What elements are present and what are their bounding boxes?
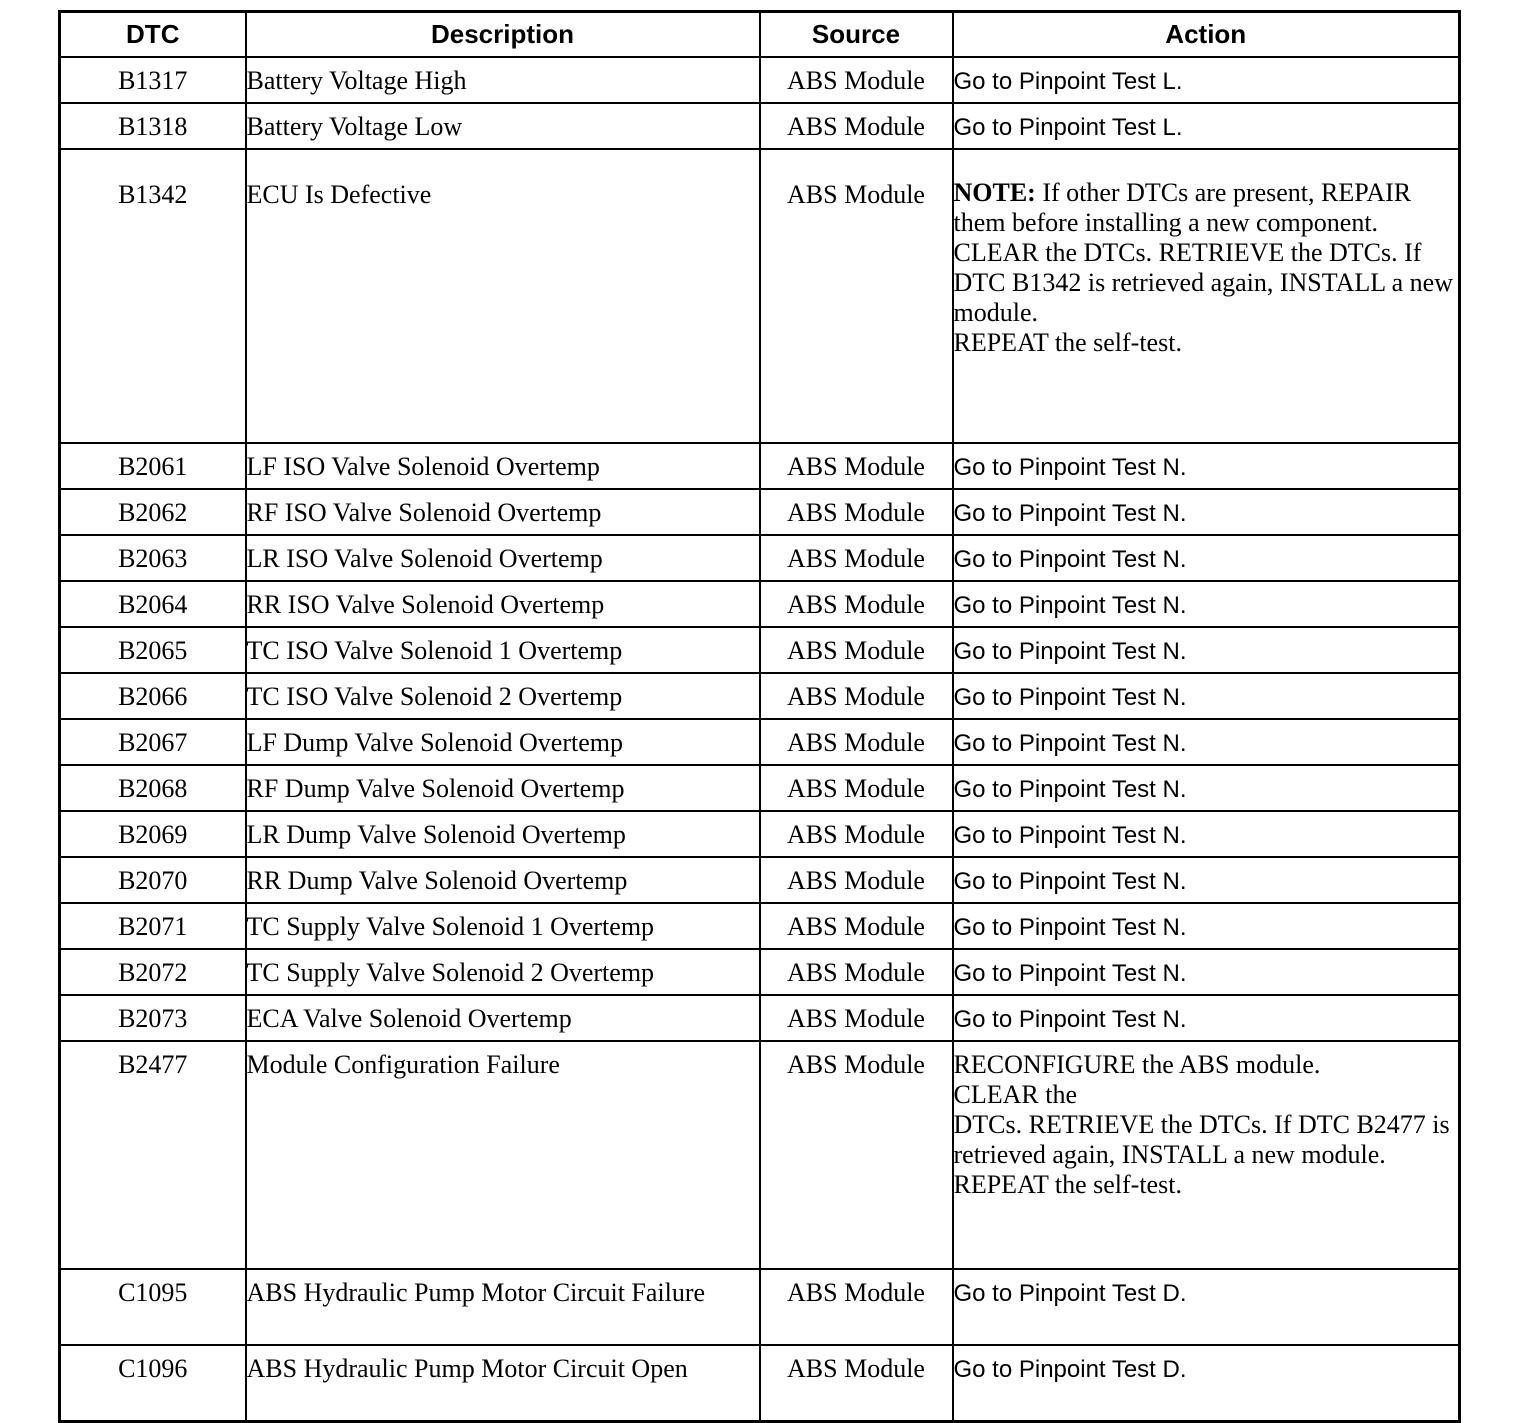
- table-row: [60, 1345, 1460, 1422]
- action-text: Go to Pinpoint Test N.: [953, 822, 1187, 849]
- dtc-action: [953, 149, 1460, 443]
- action-text: Go to Pinpoint Test N.: [953, 1006, 1187, 1033]
- dtc-description: LF Dump Valve Solenoid Overtemp: [246, 719, 760, 765]
- header-action: Action: [953, 12, 1460, 58]
- dtc-source: ABS Module: [760, 857, 953, 903]
- note-label: NOTE:: [953, 178, 1036, 207]
- dtc-action: [953, 581, 1460, 627]
- dtc-action: [953, 719, 1460, 765]
- action-text: Go to Pinpoint Test N.: [953, 960, 1187, 987]
- dtc-source: ABS Module: [760, 581, 953, 627]
- action-text: Go to Pinpoint Test N.: [953, 592, 1187, 619]
- dtc-source: ABS Module: [760, 443, 953, 489]
- table-row: [60, 857, 1460, 903]
- dtc-code: B2072: [60, 949, 246, 995]
- dtc-action: [953, 443, 1460, 489]
- table-row: [60, 811, 1460, 857]
- table-row: [60, 149, 1460, 443]
- note-line: [954, 178, 1459, 238]
- dtc-action: [953, 949, 1460, 995]
- dtc-source: ABS Module: [760, 811, 953, 857]
- dtc-source: ABS Module: [760, 57, 953, 103]
- dtc-action: [953, 57, 1460, 103]
- dtc-source: ABS Module: [760, 673, 953, 719]
- dtc-code: B2066: [60, 673, 246, 719]
- dtc-source: ABS Module: [760, 103, 953, 149]
- dtc-source: ABS Module: [760, 949, 953, 995]
- dtc-source: ABS Module: [760, 149, 953, 443]
- dtc-description: ECA Valve Solenoid Overtemp: [246, 995, 760, 1041]
- dtc-code: B2062: [60, 489, 246, 535]
- dtc-description: ECU Is Defective: [246, 149, 760, 443]
- action-text: Go to Pinpoint Test D.: [953, 1280, 1187, 1307]
- dtc-code: B1317: [60, 57, 246, 103]
- dtc-description: Module Configuration Failure: [246, 1041, 760, 1269]
- dtc-code: B2073: [60, 995, 246, 1041]
- dtc-source: ABS Module: [760, 903, 953, 949]
- table-row: [60, 103, 1460, 149]
- dtc-source: ABS Module: [760, 1269, 953, 1345]
- table-row: [60, 719, 1460, 765]
- dtc-source: ABS Module: [760, 1041, 953, 1269]
- table-row: [60, 1269, 1460, 1345]
- table-row: [60, 627, 1460, 673]
- table-row: [60, 581, 1460, 627]
- dtc-action: [953, 627, 1460, 673]
- dtc-action: [953, 673, 1460, 719]
- dtc-description: RF ISO Valve Solenoid Overtemp: [246, 489, 760, 535]
- header-source: Source: [760, 12, 953, 58]
- dtc-action: [953, 995, 1460, 1041]
- action-text: Go to Pinpoint Test N.: [953, 730, 1187, 757]
- dtc-description: ABS Hydraulic Pump Motor Circuit Open: [246, 1345, 760, 1422]
- dtc-code: B2065: [60, 627, 246, 673]
- dtc-action: [953, 489, 1460, 535]
- dtc-source: ABS Module: [760, 1345, 953, 1422]
- dtc-description: TC Supply Valve Solenoid 2 Overtemp: [246, 949, 760, 995]
- dtc-code: B2071: [60, 903, 246, 949]
- dtc-code: B2069: [60, 811, 246, 857]
- dtc-description: TC Supply Valve Solenoid 1 Overtemp: [246, 903, 760, 949]
- action-line: If other DTCs are present, REPAIR them before installing a new component.: [953, 178, 1412, 237]
- dtc-code: B2064: [60, 581, 246, 627]
- action-text: Go to Pinpoint Test L.: [953, 68, 1183, 95]
- table-row: [60, 765, 1460, 811]
- dtc-code: B1342: [60, 149, 246, 443]
- dtc-table: [58, 10, 1461, 1423]
- action-line: CLEAR the DTCs. RETRIEVE the DTCs. If DTC B1342 is retrieved again, INSTALL a new module.: [953, 238, 1453, 327]
- action-text: Go to Pinpoint Test N.: [953, 638, 1187, 665]
- dtc-code: C1096: [60, 1345, 246, 1422]
- dtc-action: [953, 1345, 1460, 1422]
- dtc-code: B2070: [60, 857, 246, 903]
- action-text: Go to Pinpoint Test N.: [953, 500, 1187, 527]
- dtc-source: ABS Module: [760, 765, 953, 811]
- dtc-description: LR ISO Valve Solenoid Overtemp: [246, 535, 760, 581]
- table-row: [60, 903, 1460, 949]
- action-text: Go to Pinpoint Test L.: [953, 114, 1183, 141]
- action-text: Go to Pinpoint Test D.: [953, 1356, 1187, 1383]
- dtc-action: [953, 811, 1460, 857]
- dtc-description: LR Dump Valve Solenoid Overtemp: [246, 811, 760, 857]
- dtc-description: ABS Hydraulic Pump Motor Circuit Failure: [246, 1269, 760, 1345]
- table-row: [60, 489, 1460, 535]
- table-row: [60, 535, 1460, 581]
- action-line: RECONFIGURE the ABS module.: [953, 1050, 1321, 1079]
- table-row: [60, 1041, 1460, 1269]
- dtc-description: LF ISO Valve Solenoid Overtemp: [246, 443, 760, 489]
- dtc-code: B1318: [60, 103, 246, 149]
- action-text: Go to Pinpoint Test N.: [953, 454, 1187, 481]
- dtc-description: RF Dump Valve Solenoid Overtemp: [246, 765, 760, 811]
- action-line: REPEAT the self-test.: [953, 1170, 1182, 1199]
- dtc-action: [953, 103, 1460, 149]
- dtc-source: ABS Module: [760, 627, 953, 673]
- dtc-description: TC ISO Valve Solenoid 1 Overtemp: [246, 627, 760, 673]
- table-row: [60, 443, 1460, 489]
- action-line: REPEAT the self-test.: [953, 328, 1182, 357]
- dtc-code: B2477: [60, 1041, 246, 1269]
- dtc-description: RR Dump Valve Solenoid Overtemp: [246, 857, 760, 903]
- action-text: Go to Pinpoint Test N.: [953, 776, 1187, 803]
- table-row: [60, 995, 1460, 1041]
- dtc-action: [953, 535, 1460, 581]
- action-text: Go to Pinpoint Test N.: [953, 868, 1187, 895]
- dtc-action: [953, 1041, 1460, 1269]
- action-text: Go to Pinpoint Test N.: [953, 546, 1187, 573]
- dtc-code: B2061: [60, 443, 246, 489]
- dtc-action: [953, 857, 1460, 903]
- table-header-row: [60, 12, 1460, 58]
- table-row: [60, 673, 1460, 719]
- dtc-description: TC ISO Valve Solenoid 2 Overtemp: [246, 673, 760, 719]
- dtc-code: C1095: [60, 1269, 246, 1345]
- dtc-source: ABS Module: [760, 719, 953, 765]
- dtc-code: B2067: [60, 719, 246, 765]
- dtc-action: [953, 903, 1460, 949]
- dtc-source: ABS Module: [760, 535, 953, 581]
- action-text: Go to Pinpoint Test N.: [953, 684, 1187, 711]
- dtc-code: B2068: [60, 765, 246, 811]
- action-text: Go to Pinpoint Test N.: [953, 914, 1187, 941]
- action-line: DTCs. RETRIEVE the DTCs. If DTC B2477 is retrieved again, INSTALL a new module.: [953, 1110, 1450, 1169]
- action-line: CLEAR the: [953, 1080, 1077, 1109]
- dtc-source: ABS Module: [760, 489, 953, 535]
- dtc-description: Battery Voltage Low: [246, 103, 760, 149]
- header-description: Description: [246, 12, 760, 58]
- dtc-code: B2063: [60, 535, 246, 581]
- header-dtc: DTC: [60, 12, 246, 58]
- dtc-action: [953, 765, 1460, 811]
- dtc-source: ABS Module: [760, 995, 953, 1041]
- table-row: [60, 57, 1460, 103]
- table-row: [60, 949, 1460, 995]
- dtc-action: [953, 1269, 1460, 1345]
- dtc-description: Battery Voltage High: [246, 57, 760, 103]
- dtc-description: RR ISO Valve Solenoid Overtemp: [246, 581, 760, 627]
